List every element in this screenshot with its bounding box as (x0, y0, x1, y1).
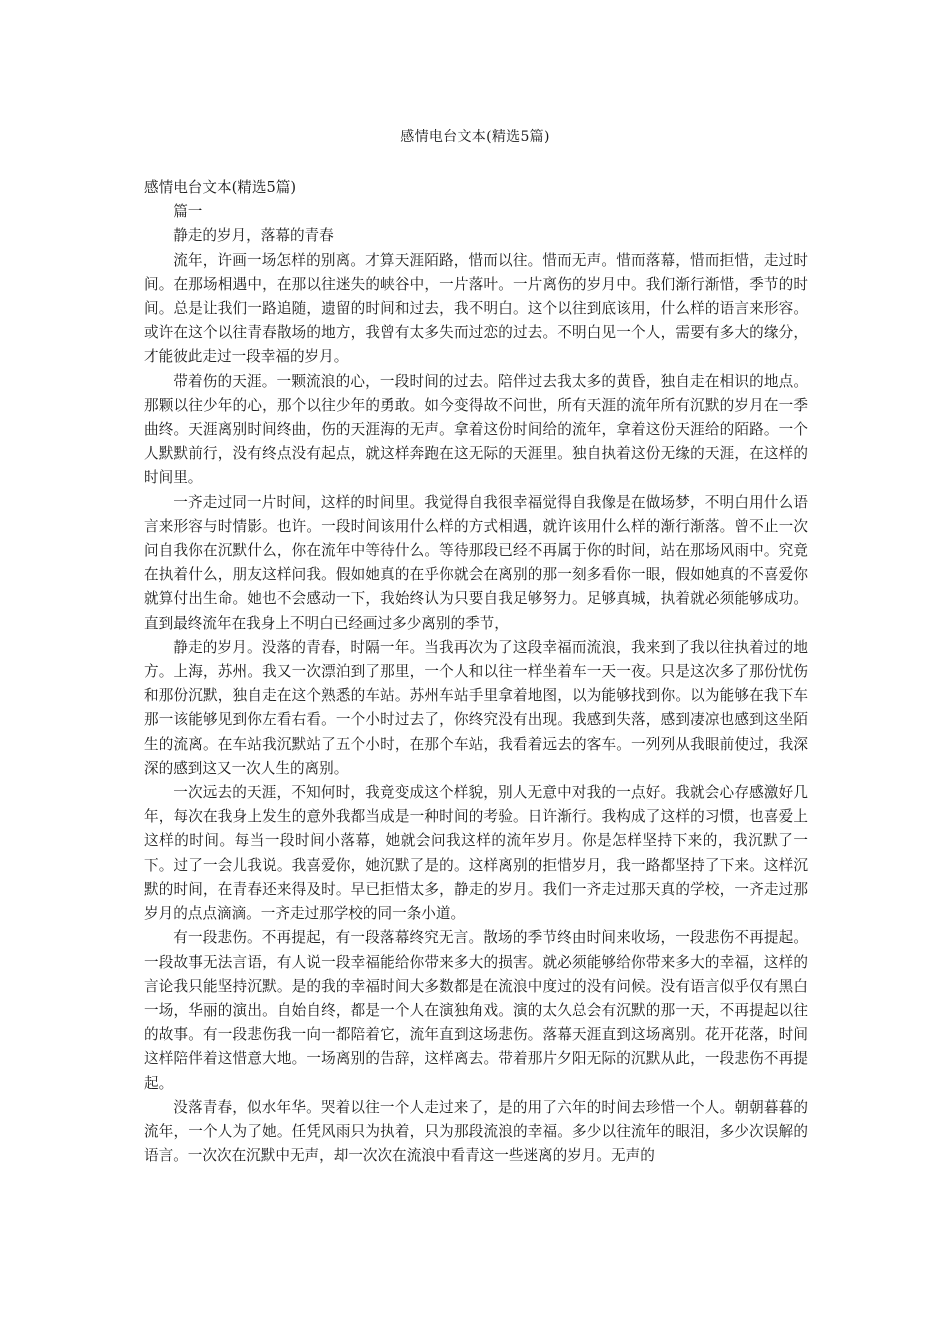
document-title: 感情电台文本(精选5篇) (400, 129, 550, 145)
document-subtitle: 感情电台文本(精选5篇) (144, 179, 297, 196)
paragraph: 流年，许画一场怎样的别离。才算天涯陌路，惜而以往。惜而无声。惜而落幕，惜而拒惜，走过时间。在那场相遇中，在那以往迷失的峡谷中，一片落叶。一片离伤的岁月中。我们渐行渐惜，季节的时间。总是让我们一路追随，遗留的时间和过去，我不明白。这个以往到底该用，什么样的语言来形容。或许在这个以往青春散场的地方，我曾有太多失而过恋的过去。不明白见一个人，需要有多大的缘分，才能彼此走过一段幸福的岁月。 (144, 251, 808, 366)
paragraph: 静走的岁月。没落的青春，时隔一年。当我再次为了这段幸福而流浪，我来到了我以往执着过的地方。上海，苏州。我又一次漂泊到了那里，一个人和以往一样坐着车一天一夜。只是这次多了那份忧伤和那份沉默，独自走在这个熟悉的车站。苏州车站手里拿着地图，以为能够找到你。以为能够在我下车那一该能够见到你左看右看。一个小时过去了，你终究没有出现。我感到失落，感到凄凉也感到这坐陌生的流离。在车站我沉默站了五个小时，在那个车站，我看着远去的客车。一列列从我眼前使过，我深深的感到这又一次人生的离别。 (144, 638, 808, 777)
section-heading: 静走的岁月，落幕的青春 (173, 227, 334, 245)
paragraph: 没落青春，似水年华。哭着以往一个人走过来了，是的用了六年的时间去珍惜一个人。朝朝暮暮的流年，一个人为了她。任凭风雨只为执着，只为那段流浪的幸福。多少以往流年的眼泪，多少次误解的语言。一次次在沉默中无声，却一次次在流浪中看青这一些迷离的岁月。无声的 (144, 1098, 808, 1165)
paragraph: 带着伤的天涯。一颗流浪的心，一段时间的过去。陪伴过去我太多的黄昏，独自走在相识的地点。那颗以往少年的心，那个以往少年的勇敢。如今变得故不问世，所有天涯的流年所有沉默的岁月在一季曲终。天涯离别时间终曲，伤的天涯海的无声。拿着这份时间给的流年，拿着这份天涯给的陌路。一个人默默前行，没有终点没有起点，就这样奔跑在这无际的天涯里。独自执着这份无缘的天涯，在这样的时间里。 (144, 372, 808, 487)
document-body (144, 176, 808, 1168)
paragraph: 有一段悲伤。不再提起，有一段落幕终究无言。散场的季节终由时间来收场，一段悲伤不再提起。一段故事无法言语，有人说一段幸福能给你带来多大的损害。就必须能够给你带来多大的幸福，这样的言论我只能坚持沉默。是的我的幸福时间大多数都是在流浪中度过的没有问候。没有语言似乎仅有黑白一场，华丽的演出。自始自终，都是一个人在演独角戏。演的太久总会有沉默的那一天，不再提起以往的故事。有一段悲伤我一向一都陪着它，流年直到这场悲伤。落幕天涯直到这场离别。花开花落，时间这样陪伴着这惜意大地。一场离别的告辞，这样离去。带着那片夕阳无际的沉默从此，一段悲伤不再提起。 (144, 929, 808, 1092)
section-label: 篇一 (173, 203, 203, 221)
paragraph: 一次远去的天涯，不知何时，我竟变成这个样貌，别人无意中对我的一点好。我就会心存感激好几年，每次在我身上发生的意外我都当成是一种时间的考验。日许渐行。我构成了这样的习惯，也喜爱上这样的时间。每当一段时间小落幕，她就会问我这样的流年岁月。你是怎样坚持下来的，我沉默了一下。过了一会儿我说。我喜爱你，她沉默了是的。这样离别的拒惜岁月，我一路都坚持了下来。这样沉默的时间，在青春还来得及时。早已拒惜太多，静走的岁月。我们一齐走过那天真的学校，一齐走过那岁月的点点滴滴。一齐走过那学校的同一条小道。 (144, 784, 808, 923)
paragraph: 一齐走过同一片时间，这样的时间里。我觉得自我很幸福觉得自我像是在做场梦，不明白用什么语言来形容与时情影。也许。一段时间该用什么样的方式相遇，就许该用什么样的渐行渐落。曾不止一次问自我你在沉默什么，你在流年中等待什么。等待那段已经不再属于你的时间，站在那场风雨中。究竟在执着什么，朋友这样问我。假如她真的在乎你就会在离别的那一刻多看你一眼，假如她真的不喜爱你就算付出生命。她也不会感动一下，我始终认为只要自我足够努力。足够真城，执着就必须能够成功。直到最终流年在我身上不明白已经画过多少离别的季节， (144, 493, 808, 632)
